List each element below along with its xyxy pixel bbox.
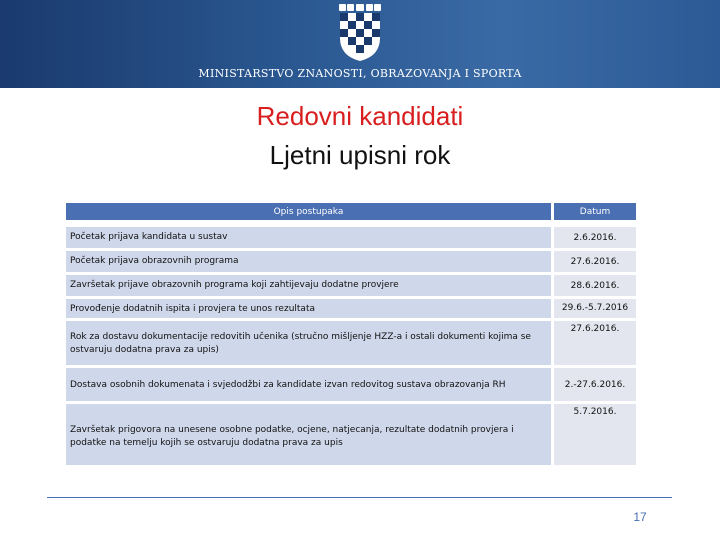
table-row-date: 27.6.2016. — [554, 321, 636, 365]
header-banner — [0, 0, 720, 88]
table-row-date: 2.6.2016. — [554, 227, 636, 248]
table-row-date: 5.7.2016. — [554, 404, 636, 465]
table-row-date: 28.6.2016. — [554, 275, 636, 296]
page-number: 17 — [633, 510, 647, 524]
table-row-description: Početak prijava obrazovnih programa — [66, 251, 551, 272]
table-row-description: Rok za dostavu dokumentacije redovitih učenika (stručno mišljenje HZZ-a i ostali dokumenti kojima se ostvaruju dodatna prava za upis) — [66, 321, 551, 365]
table-row-date: 2.-27.6.2016. — [554, 368, 636, 401]
table-row-description: Provođenje dodatnih ispita i provjera te unos rezultata — [66, 299, 551, 318]
table-row-date: 27.6.2016. — [554, 251, 636, 272]
coat-of-arms-icon — [337, 4, 383, 62]
table-row-date: 29.6.-5.7.2016 — [554, 299, 636, 318]
ministry-name: MINISTARSTVO ZNANOSTI, OBRAZOVANJA I SPORTA — [198, 67, 522, 80]
table-row-description: Završetak prijave obrazovnih programa koji zahtijevaju dodatne provjere — [66, 275, 551, 296]
footer-divider — [47, 497, 672, 498]
table-row-description: Završetak prigovora na unesene osobne podatke, ocjene, natjecanja, rezultate dodatnih provjera i podatke na temelju kojih se ostvaruju dodatna prava za upis — [66, 404, 551, 465]
column-header-description: Opis postupaka — [66, 203, 551, 220]
table-row-description: Dostava osobnih dokumenata i svjedodžbi za kandidate izvan redovitog sustava obrazovanja RH — [66, 368, 551, 401]
page-subtitle: Ljetni upisni rok — [269, 140, 451, 170]
column-header-date: Datum — [554, 203, 636, 220]
table-row-description: Početak prijava kandidata u sustav — [66, 227, 551, 248]
page-title: Redovni kandidati — [256, 101, 464, 131]
